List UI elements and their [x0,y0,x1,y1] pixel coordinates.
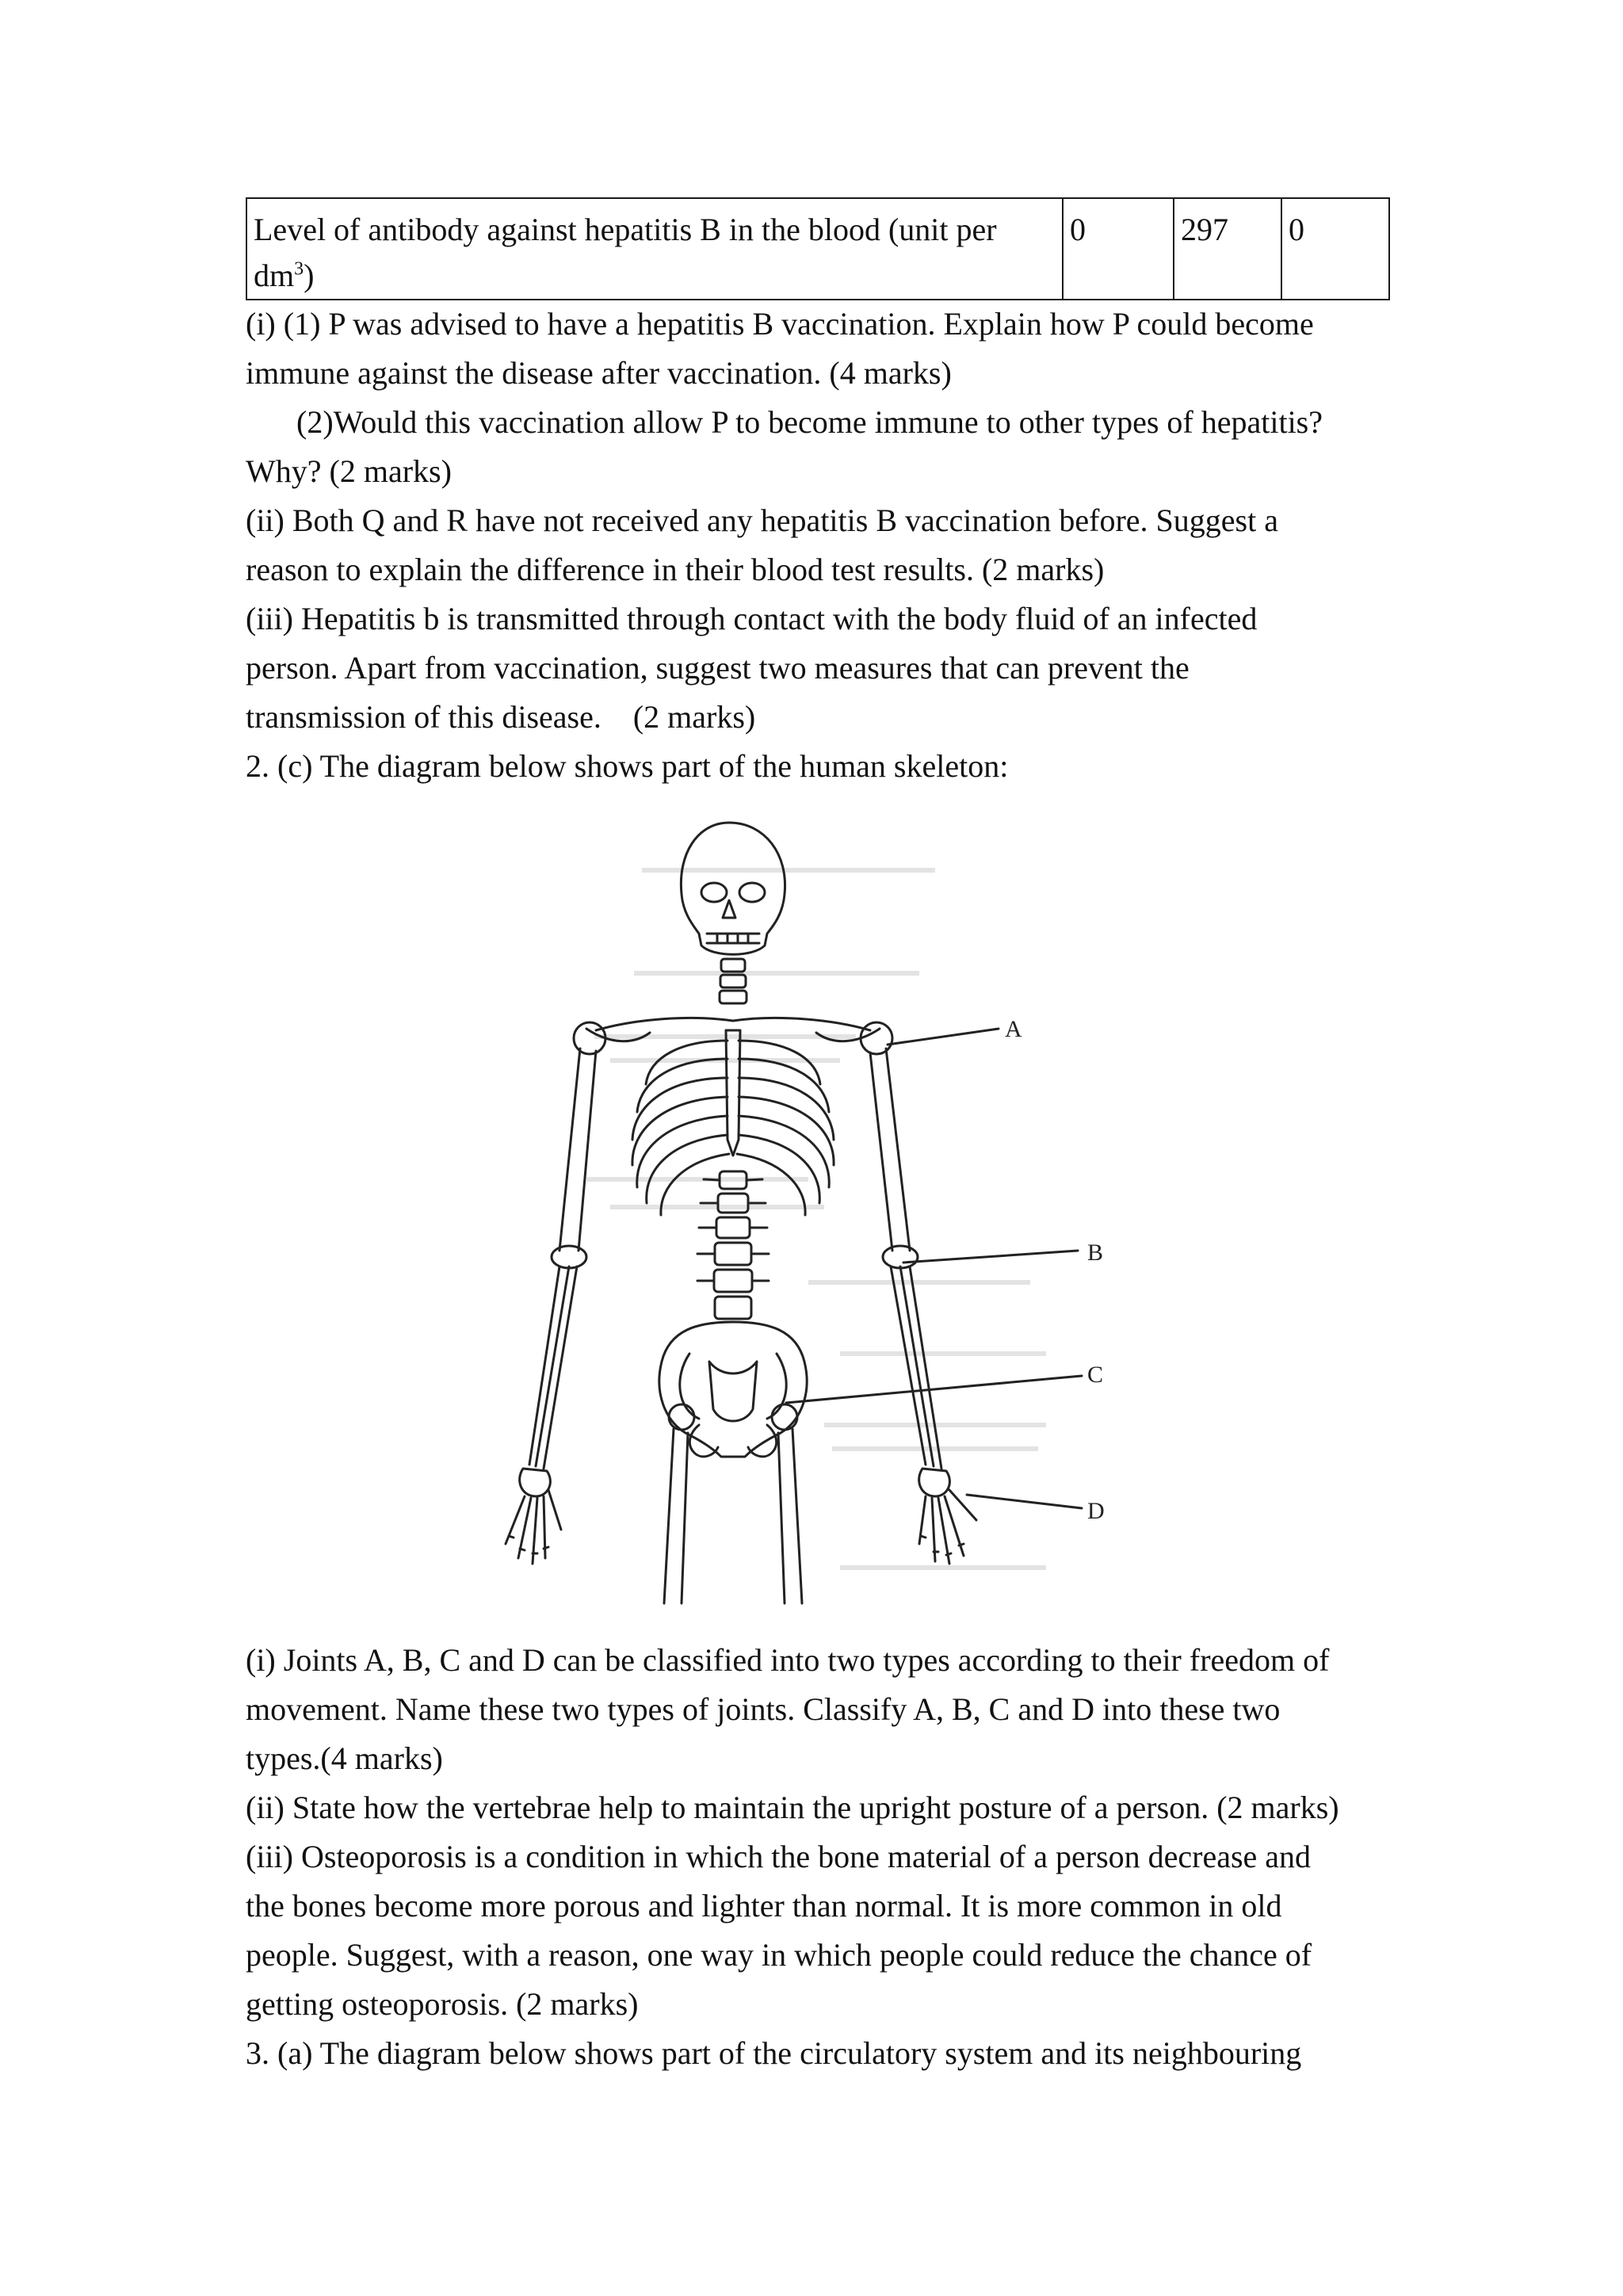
obturator-right [748,1425,777,1457]
text-line: 2. (c) The diagram below shows part of the human skeleton: [246,748,1009,784]
humerus-left [559,1049,596,1251]
text-line: (iii) Hepatitis b is transmitted through contact with the body fluid of an infected [246,601,1258,636]
text-line: the bones become more porous and lighter than normal. It is more common in old [246,1888,1282,1924]
text-line: reason to explain the difference in their blood test results. (2 marks) [246,552,1105,587]
label-c: C [1087,1362,1104,1388]
iliac-crest [680,1354,786,1419]
obturator-left [689,1425,718,1457]
text-line: immune against the disease after vaccination. (4 marks) [246,355,952,391]
text-line: (ii) State how the vertebrae help to maintain the upright posture of a person. (2 marks) [246,1790,1339,1825]
antibody-table [246,197,1390,300]
text-line: types.(4 marks) [246,1740,443,1776]
text-line: transmission of this disease. (2 marks) [246,699,756,735]
sternum [726,1030,740,1156]
hip-socket-left [669,1404,694,1430]
eye-socket-left [701,883,727,902]
elbow-right [883,1246,918,1268]
nasal-cavity [723,900,735,918]
text-line: (2)Would this vaccination allow P to become immune to other types of hepatitis? [296,404,1323,440]
hip-socket-right [772,1404,797,1430]
text-line: (i) (1) P was advised to have a hepatitis B vaccination. Explain how P could become [246,306,1314,342]
pointer-line-b [903,1251,1078,1263]
pointer-line-c [786,1376,1082,1403]
elbow-left [552,1246,586,1268]
label-b: B [1087,1240,1104,1266]
text-line: 3. (a) The diagram below shows part of the circulatory system and its neighbouring [246,2035,1302,2071]
teeth [707,934,759,943]
humerus-right [870,1049,910,1251]
text-line: getting osteoporosis. (2 marks) [246,1986,639,2022]
table-cell-p: 0 [1063,198,1174,300]
table-row-label: Level of antibody against hepatitis B in the blood (unit per $dm^3$) [246,198,1063,300]
shoulder-right [861,1022,892,1054]
text-line: movement. Name these two types of joints. Classify A, B, C and D into these two [246,1691,1281,1727]
text-line: Why? (2 marks) [246,453,452,489]
scan-bleed-through [586,870,1046,1568]
pointer-line-d [967,1495,1082,1508]
spinal-column [697,1171,769,1319]
table-row [246,198,1389,300]
eye-socket-right [739,883,765,902]
skeleton-drawing [506,823,1082,1603]
hand-left [506,1469,561,1564]
skeleton-diagram [491,807,1141,1607]
text-line: people. Suggest, with a reason, one way in which people could reduce the chance of [246,1937,1312,1973]
text-line: (i) Joints A, B, C and D can be classified into two types according to their freedom of [246,1642,1330,1678]
forearm-left [529,1266,577,1469]
text-line: (ii) Both Q and R have not received any hepatitis B vaccination before. Suggest a [246,502,1278,538]
question-2c-text [246,1636,1403,2078]
hand-right [919,1469,976,1564]
text-line: person. Apart from vaccination, suggest two measures that can prevent the [246,650,1190,686]
cervical-vertebrae [720,959,747,1003]
clavicle-right [733,1018,870,1030]
pelvis [659,1322,807,1457]
forearm-right [891,1266,941,1469]
question-1b-text [246,300,1403,791]
table-cell-r: 0 [1281,198,1389,300]
label-d: D [1087,1498,1105,1524]
skeleton-figure [491,807,1141,1607]
femur-right [778,1429,802,1603]
text-line: (iii) Osteoporosis is a condition in which the bone material of a person decrease and [246,1839,1312,1874]
label-a: A [1005,1016,1022,1042]
femur-left [664,1429,688,1603]
sacrum [709,1362,757,1421]
pointer-line-a [888,1029,999,1045]
table-cell-q: 297 [1174,198,1281,300]
clavicle-left [596,1018,733,1030]
